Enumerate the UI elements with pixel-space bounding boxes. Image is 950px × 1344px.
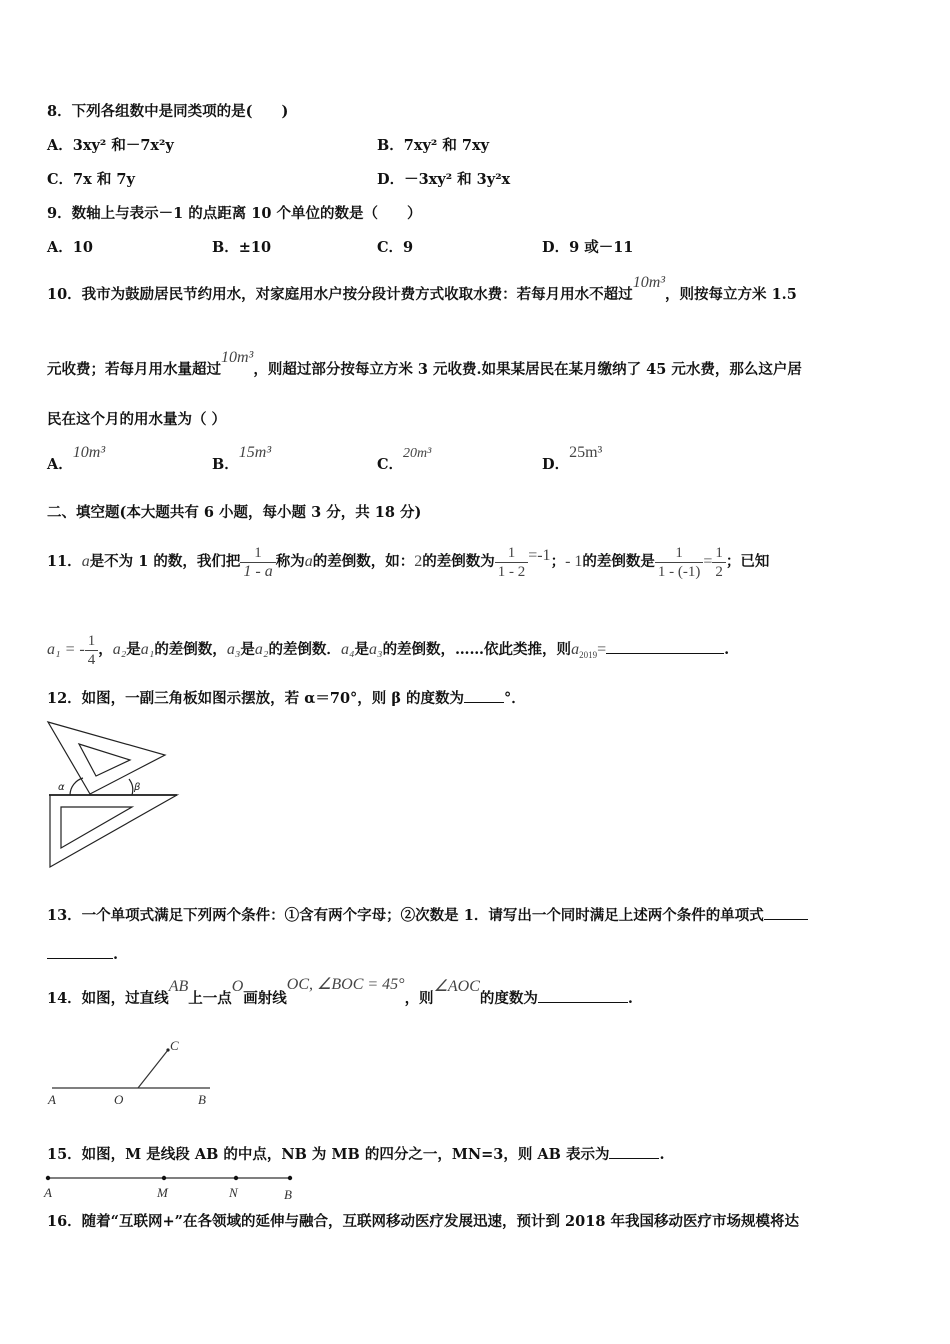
math-AB: AB <box>168 978 189 995</box>
option-label: C． <box>47 171 74 188</box>
q8-option-c <box>47 170 135 190</box>
point-c-label: C <box>170 1038 179 1053</box>
denominator: 2 <box>715 563 723 580</box>
q11-text: . <box>724 641 730 658</box>
math-eq: = <box>703 553 713 570</box>
ray-oc-figure <box>42 1032 222 1110</box>
option-text: 15m³ <box>238 444 272 461</box>
q15-text: . <box>659 1146 665 1163</box>
answer-blank-continued[interactable] <box>47 944 113 959</box>
q8-option-a <box>47 136 174 156</box>
denominator: 4 <box>87 651 96 668</box>
fraction-1-over-2 <box>712 544 726 581</box>
question-16-stem: 16．随着“互联网+”在各领域的延伸与融合，互联网移动医疗发展迅速，预计到 2018 年我国移动医疗市场规模将达 <box>47 1213 799 1230</box>
q10-text: ，则按每立方米 1.5 <box>665 286 797 303</box>
math-eq: =-1 <box>528 547 551 564</box>
question-10-line-3: 民在这个月的用水量为（ ） <box>47 411 227 428</box>
q10-text: ，则超过部分按每立方米 3 元收费.如果某居民在某月缴纳了 45 元水费，那么这户居 <box>253 361 802 378</box>
q11-text: 是不为 1 的数，我们把 <box>89 553 241 570</box>
q11-text: 的差倒数， <box>154 641 227 658</box>
question-8-stem: 8．下列各组数中是同类项的是( ) <box>47 103 289 120</box>
alpha-label: α <box>58 782 65 793</box>
q11-text: 是 <box>126 641 141 658</box>
math-a2019: a <box>571 641 580 658</box>
q11-text: 的差倒数为 <box>422 553 495 570</box>
option-text: 20m³ <box>403 446 432 461</box>
alpha-arc <box>70 778 83 795</box>
q10-text: 元收费；若每月用水量超过 <box>47 361 221 378</box>
fraction-1-over-1-minus-neg1 <box>655 544 703 581</box>
point-b-label: B <box>284 1187 292 1202</box>
math-a: a <box>304 553 313 570</box>
q14-text: 的度数为 <box>479 990 538 1007</box>
q10-option-a <box>47 444 106 475</box>
q11-text: ； <box>550 553 566 570</box>
q11-text: 称为 <box>275 553 305 570</box>
fraction-1-over-4 <box>85 632 99 669</box>
q12-text: 12．如图，一副三角板如图示摆放，若 α＝70°，则 β 的度数为 <box>47 690 465 707</box>
option-label: D． <box>542 456 570 473</box>
math-O: O <box>231 978 244 995</box>
math-a2: a₂ <box>254 641 269 658</box>
q9-option-b <box>212 238 271 258</box>
q11-text: ， <box>98 641 113 658</box>
math-eq: = <box>597 641 607 658</box>
q13-text: . <box>113 946 119 963</box>
math-a4: a₄ <box>340 641 355 658</box>
q9-option-a <box>47 238 93 258</box>
math-OC-angle-BOC-45: OC, ∠BOC = 45° <box>286 976 405 993</box>
option-text: －3xy² 和 3y²x <box>404 171 511 188</box>
option-label: B． <box>212 239 239 256</box>
upper-triangle-outer <box>48 722 165 794</box>
answer-blank[interactable] <box>764 905 808 920</box>
option-label: A． <box>47 456 73 473</box>
subscript-2019: 2019 <box>579 649 598 660</box>
option-label: C． <box>377 456 404 473</box>
option-text: 25m³ <box>569 444 603 461</box>
beta-label: β <box>134 782 141 793</box>
denominator: 1 - 2 <box>497 563 526 580</box>
option-label: C． <box>377 239 404 256</box>
numerator: 1 <box>712 544 726 563</box>
point-n-label: N <box>229 1185 238 1200</box>
section-2-title: 二、填空题(本大题共有 6 小题，每小题 3 分，共 18 分) <box>47 504 422 521</box>
point-a-label: A <box>48 1092 56 1107</box>
q10-option-d <box>542 444 603 475</box>
option-label: D． <box>542 239 570 256</box>
numerator: 1 <box>85 632 99 651</box>
segment-ab-figure <box>40 1170 300 1204</box>
q14-text: 上一点 <box>188 990 232 1007</box>
question-13-stem <box>47 905 808 926</box>
question-15-stem <box>47 1144 665 1165</box>
q10-text: 10．我市为鼓励居民节约用水，对家庭用水户按分段计费方式收取水费：若每月用水不超过 <box>47 286 633 303</box>
q15-text: 15．如图，M 是线段 AB 的中点，NB 为 MB 的四分之一，MN=3，则 AB 表示为 <box>47 1146 610 1163</box>
option-label: A． <box>47 137 73 154</box>
point-m-label: M <box>157 1185 168 1200</box>
q11-text: 的差倒数． <box>268 641 341 658</box>
q13-text: 13．一个单项式满足下列两个条件：①含有两个字母；②次数是 1．请写出一个同时满足上述两个条件的单项式 <box>47 907 764 924</box>
q9-option-c <box>377 238 413 258</box>
q14-text: 画射线 <box>243 990 287 1007</box>
numerator: 1 <box>240 544 275 563</box>
question-13-line-2 <box>47 944 118 965</box>
option-label: B． <box>212 456 239 473</box>
q14-text: 14．如图，过直线 <box>47 990 169 1007</box>
question-11-line-1 <box>47 540 769 584</box>
q11-text: 的差倒数，……依此类推，则 <box>382 641 572 658</box>
upper-triangle-inner <box>79 744 130 776</box>
question-11-line-2 <box>47 628 729 677</box>
point-o-label: O <box>114 1092 124 1107</box>
lower-triangle-inner <box>61 807 132 848</box>
math-a2: a₂ <box>112 641 127 658</box>
q8-option-d <box>377 170 510 190</box>
q12-text: °． <box>504 690 526 707</box>
lower-triangle-outer <box>50 795 177 867</box>
option-text: 7xy² 和 7xy <box>403 137 490 154</box>
question-9-stem: 9．数轴上与表示－1 的点距离 10 个单位的数是（ ） <box>47 205 422 222</box>
denominator: 1 - a <box>243 562 273 580</box>
question-14-stem <box>47 976 633 1009</box>
option-text: 9 <box>403 239 414 256</box>
answer-blank[interactable] <box>464 688 504 703</box>
q11-text: 的差倒数是 <box>582 553 655 570</box>
point-a-label: A <box>44 1185 52 1200</box>
option-text: 7x 和 7y <box>73 171 135 188</box>
math-neg1: - 1 <box>565 553 583 570</box>
q10-option-c <box>377 446 432 476</box>
answer-blank[interactable] <box>606 639 724 654</box>
math-a1: a₁ <box>140 641 155 658</box>
q11-text: 是 <box>240 641 255 658</box>
q11-number: 11． <box>47 553 82 570</box>
answer-blank[interactable] <box>538 988 628 1003</box>
answer-blank[interactable] <box>609 1144 659 1159</box>
math-angle-AOC: ∠AOC <box>433 978 480 995</box>
triangle-rulers-figure <box>40 712 200 877</box>
q8-option-b <box>377 136 489 156</box>
denominator: 1 - (-1) <box>657 563 701 580</box>
question-12-stem <box>47 688 526 709</box>
option-text: 10 <box>72 239 93 256</box>
q11-text: 的差倒数，如： <box>312 553 415 570</box>
option-label: D． <box>377 171 405 188</box>
q14-text: . <box>627 990 633 1007</box>
numerator: 1 <box>655 544 703 563</box>
math-a1: a₁ = - <box>47 641 85 658</box>
math-10m3: 10m³ <box>221 349 254 366</box>
math-2: 2 <box>414 553 423 570</box>
option-label: B． <box>377 137 404 154</box>
fraction-1-over-1-minus-2 <box>495 544 529 581</box>
math-a3: a₃ <box>226 641 241 658</box>
q14-text: ，则 <box>404 990 434 1007</box>
point-b-label: B <box>198 1092 206 1107</box>
option-text: 3xy² 和－7x²y <box>72 137 174 154</box>
math-a3: a₃ <box>369 641 383 658</box>
math-a: a <box>81 553 90 570</box>
option-text: 9 或－11 <box>569 239 634 256</box>
question-10-line-2 <box>47 349 802 380</box>
q11-text: 是 <box>354 641 369 658</box>
q11-text: ；已知 <box>725 553 770 570</box>
option-text: ±10 <box>238 239 272 256</box>
option-label: A． <box>47 239 73 256</box>
q10-option-b <box>212 444 272 475</box>
fraction-1-over-1-minus-a <box>240 544 275 581</box>
q9-option-d <box>542 238 633 258</box>
question-10-line-1 <box>47 274 797 305</box>
math-10m3: 10m³ <box>632 274 666 291</box>
option-text: 10m³ <box>72 444 106 461</box>
numerator: 1 <box>495 544 529 563</box>
beta-arc <box>129 779 133 795</box>
